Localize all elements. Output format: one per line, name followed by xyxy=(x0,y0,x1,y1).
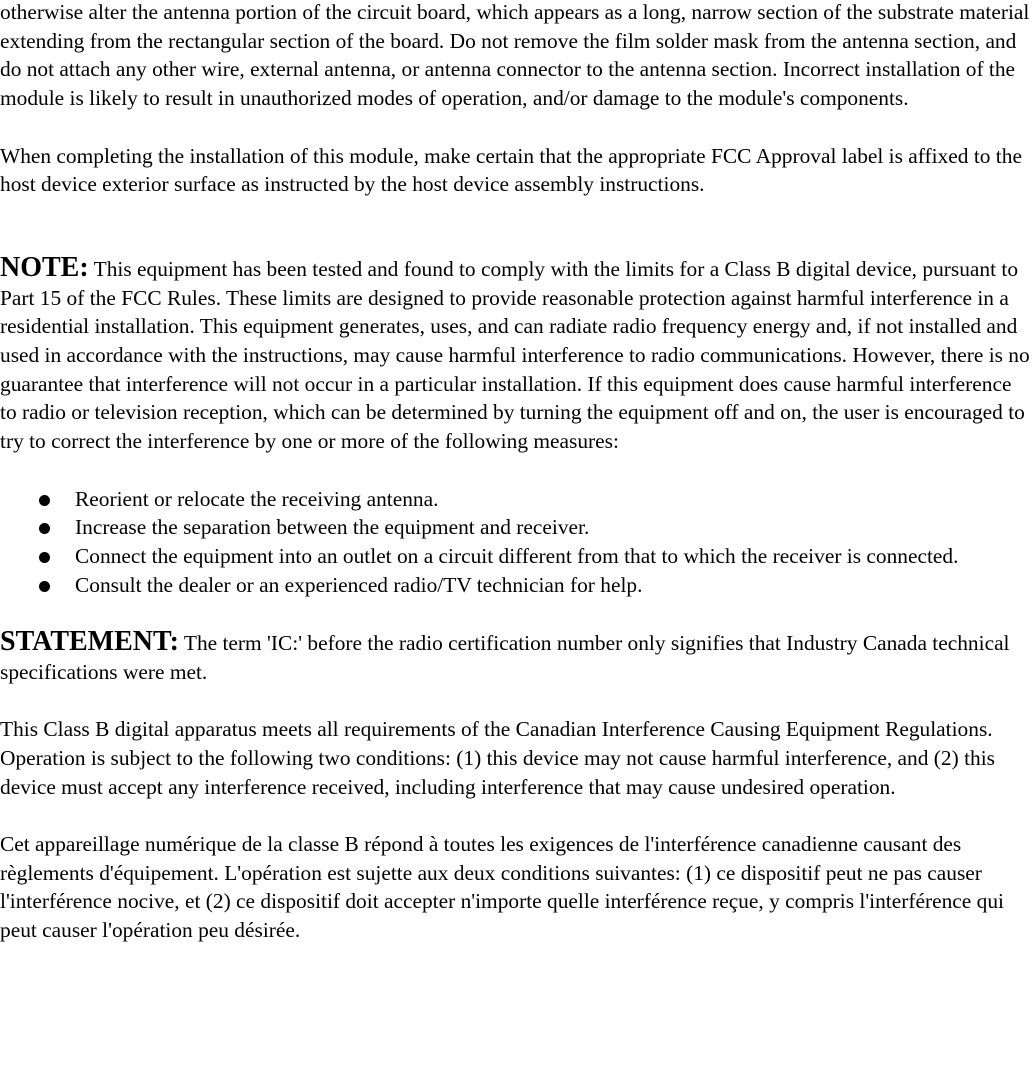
fcc-label-paragraph: When completing the installation of this module, make certain that the appropriate FCC Approval label is affixed to the host device exterior surface as instructed by the host device assembly instructions. xyxy=(0,143,1022,197)
statement-heading: STATEMENT: xyxy=(0,626,179,658)
list-item-text: Consult the dealer or an experienced radio/TV technician for help. xyxy=(75,572,643,597)
list-item xyxy=(0,542,1033,571)
interference-measures-list xyxy=(0,485,1033,600)
list-item-text: Reorient or relocate the receiving antenna. xyxy=(75,486,439,511)
fcc-note-paragraph xyxy=(0,251,1033,456)
antenna-installation-paragraph: otherwise alter the antenna portion of the circuit board, which appears as a long, narrow section of the substrate material extending from the rectangular section of the board. Do not remove the film solder mask from the antenna section, and do not attach any other wire, external antenna, or antenna connector to the antenna section. Incorrect installation of the module is likely to result in unauthorized modes of operation, and/or damage to the module's components. xyxy=(0,0,1030,111)
class-b-english-paragraph: This Class B digital apparatus meets all requirements of the Canadian Interference Causing Equipment Regulations. Operation is subject to the following two conditions: (1) this device may not cause harmful interference, and (2) this device must accept any interference received, including interference that may cause undesired operation. xyxy=(0,717,995,799)
note-text: This equipment has been tested and found to comply with the limits for a Class B digital device, pursuant to Part 15 of the FCC Rules. These limits are designed to provide reasonable protection against harmful interference in a residential installation. This equipment generates, uses, and can radiate radio frequency energy and, if not installed and used in accordance with the instructions, may cause harmful interference to radio communications. However, there is no guarantee that interference will not occur in a particular installation. If this equipment does cause harmful interference to radio or television reception, which can be determined by turning the equipment off and on, the user is encouraged to try to correct the interference by one or more of the following measures: xyxy=(0,256,1030,454)
bullet-icon xyxy=(39,581,50,592)
spacer xyxy=(0,801,1033,830)
list-item xyxy=(0,485,1033,514)
list-item-text: Increase the separation between the equipment and receiver. xyxy=(75,515,590,540)
ic-statement-paragraph xyxy=(0,628,1033,686)
statement-text: The term 'IC:' before the radio certification number only signifies that Industry Canada technical specifications were met. xyxy=(0,631,1010,684)
list-item xyxy=(0,571,1033,600)
spacer xyxy=(0,599,1033,628)
bullet-icon xyxy=(39,523,50,534)
bullet-icon xyxy=(39,495,50,506)
list-item-text: Connect the equipment into an outlet on a circuit different from that to which the receiver is connected. xyxy=(75,543,959,568)
spacer xyxy=(0,456,1033,485)
spacer xyxy=(0,686,1033,715)
bullet-icon xyxy=(39,552,50,563)
list-item xyxy=(0,513,1033,542)
note-heading: NOTE: xyxy=(0,251,89,283)
spacer xyxy=(0,199,1033,254)
spacer xyxy=(0,113,1033,142)
class-b-french-paragraph: Cet appareillage numérique de la classe B répond à toutes les exigences de l'interférence canadienne causant des règlements d'équipement. L'opération est sujette aux deux conditions suivantes: (1) ce dispositif peut ne pas causer l'interférence nocive, et (2) ce dispositif doit accepter n'importe quelle interférence reçue, y compris l'interférence qui peut causer l'opération peu désirée. xyxy=(0,831,1004,943)
